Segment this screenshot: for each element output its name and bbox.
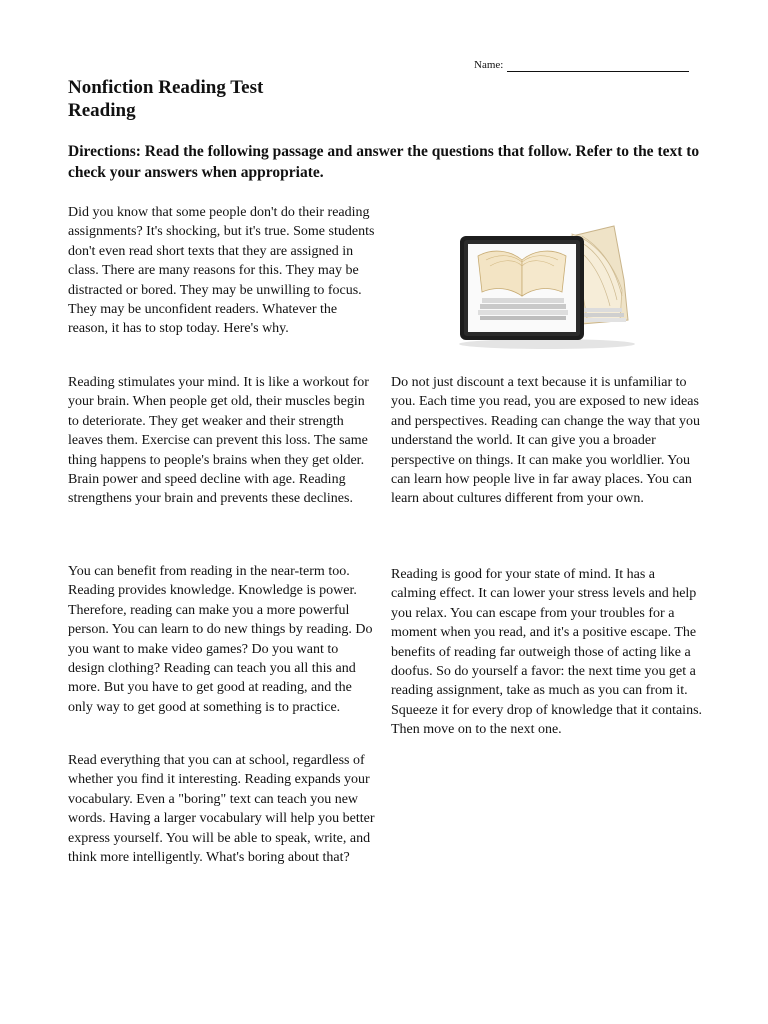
worksheet-title: [68, 76, 263, 122]
title-line-1: Nonfiction Reading Test: [68, 77, 264, 98]
tablet-with-open-book-icon: [452, 220, 642, 350]
passage-paragraph-1: Did you know that some people don't do their reading assignments? It's shocking, but it's true. Some students don't even read short texts that they are assigned in class. There are many reasons for this. They may be distracted or bored. They may be unwilling to focus. They may be unconfident readers. Whatever the reason, it has to stop today. Here's why.: [68, 205, 375, 337]
directions-text: Read the following passage and answer the questions that follow. Refer to the text to check your answers when appropriate.: [68, 143, 700, 181]
passage-paragraph-2: Reading stimulates your mind. It is like a workout for your brain. When people get old, their muscles begin to deteriorate. They get weaker and their strength leaves them. Exercise can prevent this loss. The same thing happens to people's brains when they get older. Brain power and speed decline with age. Reading strengthens your brain and prevents these declines.: [68, 375, 369, 507]
passage-paragraph-6: Reading is good for your state of mind. It has a calming effect. It can lower your stress levels and help you relax. You can escape from your troubles for a moment when you read, and it's a positive escape. The benefits of reading far outweigh those of acting like a doofus. So do yourself a favor: the next time you get a reading assignment, take as much as you can from it. Squeeze it for every drop of knowledge that it contains. Then move on to the next one.: [391, 567, 703, 738]
passage-paragraph-3: You can benefit from reading in the near-term too. Reading provides knowledge. Knowledge is power. Therefore, reading can make you a more powerful person. You can learn to do new things by reading. Do you want to make video games? Do you want to design clothing? Reading can teach you all this and more. But you have to get good at reading, and the only way to get good at something is to practice.: [68, 564, 373, 715]
passage-paragraph-4: Read everything that you can at school, regardless of whether you find it interesting. Reading expands your vocabulary. Even a "boring" text can teach you new words. Having a larger vocabulary will help you better express yourself. You will be able to speak, write, and think more intelligently. What's boring about that?: [68, 753, 375, 866]
passage-paragraph-5: Do not just discount a text because it is unfamiliar to you. Each time you read, you are exposed to new ideas and perspectives. Reading can change the way that you understand the world. It can give you a broader perspective on things. It can make you worldlier. You can learn how people live in far away places. You can learn about cultures different from your own.: [391, 375, 701, 507]
name-field: [474, 58, 689, 72]
directions: [68, 141, 708, 183]
name-label: Name:: [474, 59, 504, 71]
directions-label: Directions:: [68, 143, 141, 160]
name-blank-line[interactable]: [507, 60, 689, 72]
title-line-2: Reading: [68, 100, 136, 121]
